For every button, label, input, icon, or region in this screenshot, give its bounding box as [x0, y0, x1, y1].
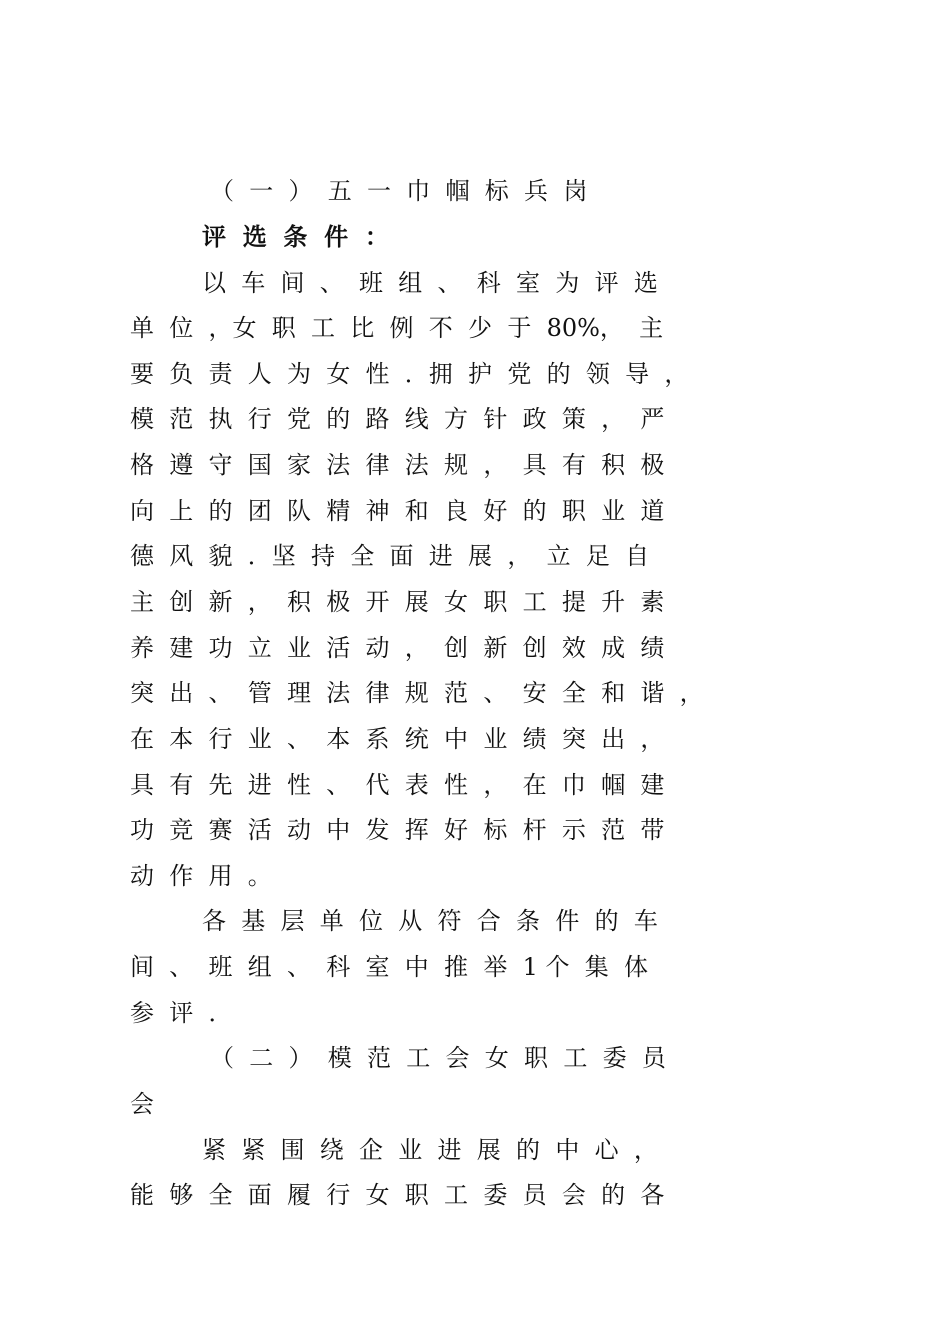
body-line: 功 竞 赛 活 动 中 发 挥 好 标 杆 示 范 带	[130, 816, 665, 844]
body-line: 各 基 层 单 位 从 符 合 条 件 的 车	[202, 907, 658, 935]
body-line: 向 上 的 团 队 精 神 和 良 好 的 职 业 道	[130, 497, 665, 525]
body-line: 养 建 功 立 业 活 动 ， 创 新 创 效 成 绩	[130, 634, 665, 662]
body-line: 间 、 班 组 、 科 室 中 推 举 1 个 集 体	[130, 953, 648, 981]
body-line: 能 够 全 面 履 行 女 职 工 委 员 会 的 各	[130, 1181, 665, 1209]
body-line: 具 有 先 进 性 、 代 表 性 ， 在 巾 帼 建	[130, 771, 665, 799]
body-line: 突 出 、 管 理 法 律 规 范 、 安 全 和 谐 ，	[130, 679, 704, 707]
section-heading-2-cont: 会	[130, 1090, 154, 1118]
section-heading-1: （ 一 ） 五 一 巾 帼 标 兵 岗	[210, 177, 588, 205]
body-line: 德 风 貌 ．坚 持 全 面 进 展 ， 立 足 自	[130, 542, 650, 570]
criteria-heading: 评 选 条 件 ：	[202, 222, 389, 251]
body-line: 动 作 用 。	[130, 862, 272, 890]
body-line: 参 评 ．	[130, 999, 233, 1027]
body-line: 模 范 执 行 党 的 路 线 方 针 政 策 ， 严	[130, 405, 665, 433]
body-line: 要 负 责 人 为 女 性 ．拥 护 党 的 领 导 ，	[130, 360, 689, 388]
body-line: 格 遵 守 国 家 法 律 法 规 ， 具 有 积 极	[130, 451, 665, 479]
body-line: 在 本 行 业 、 本 系 统 中 业 绩 突 出 ，	[130, 725, 665, 753]
body-line: 单 位 ，女 职 工 比 例 不 少 于 80%， 主	[130, 314, 664, 342]
body-line: 以 车 间 、 班 组 、 科 室 为 评 选	[202, 269, 658, 297]
section-heading-2: （ 二 ） 模 范 工 会 女 职 工 委 员	[210, 1044, 666, 1072]
body-line: 主 创 新 ， 积 极 开 展 女 职 工 提 升 素	[130, 588, 665, 616]
body-line: 紧 紧 围 绕 企 业 进 展 的 中 心 ，	[202, 1136, 658, 1164]
